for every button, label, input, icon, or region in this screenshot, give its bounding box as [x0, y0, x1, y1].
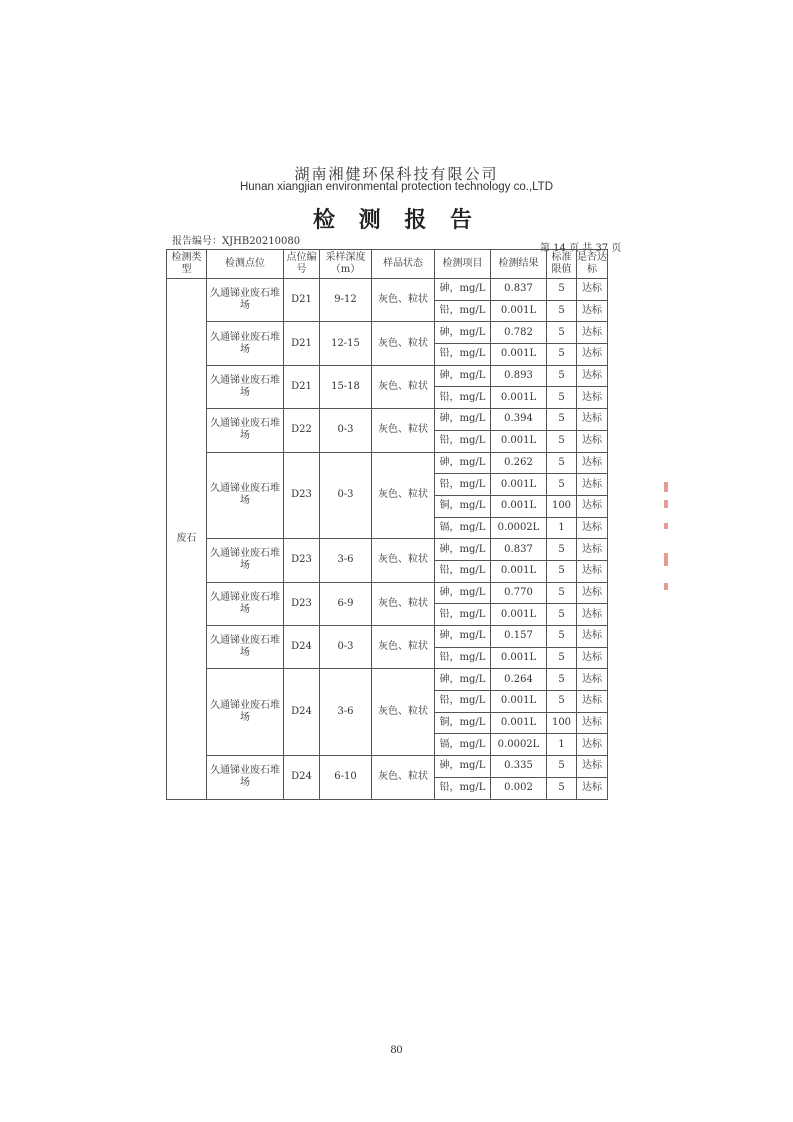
- pass-cell: 达标: [577, 452, 608, 474]
- pass-cell: 达标: [577, 669, 608, 691]
- item-cell: 砷，mg/L: [435, 626, 491, 648]
- report-number: 报告编号：XJHB20210080: [172, 236, 301, 247]
- point-cell: D21: [284, 322, 320, 365]
- column-header-result: 检测结果: [491, 250, 547, 279]
- result-cell: 0.001L: [491, 344, 547, 366]
- table-row: [167, 669, 608, 691]
- limit-cell: 5: [547, 691, 577, 713]
- pass-cell: 达标: [577, 604, 608, 626]
- item-cell: 砷，mg/L: [435, 669, 491, 691]
- limit-cell: 5: [547, 560, 577, 582]
- point-cell: D23: [284, 452, 320, 539]
- seal-stamp-fragment: [664, 523, 668, 529]
- limit-cell: 5: [547, 777, 577, 799]
- table-row: [167, 279, 608, 301]
- result-cell: 0.001L: [491, 495, 547, 517]
- table-row: [167, 582, 608, 604]
- table-body: [167, 279, 608, 800]
- table-row: [167, 409, 608, 431]
- item-cell: 铅，mg/L: [435, 604, 491, 626]
- depth-cell: 6-10: [320, 756, 372, 799]
- depth-cell: 12-15: [320, 322, 372, 365]
- item-cell: 砷，mg/L: [435, 279, 491, 301]
- point-cell: D24: [284, 626, 320, 669]
- result-cell: 0.893: [491, 365, 547, 387]
- point-cell: D22: [284, 409, 320, 452]
- result-cell: 0.782: [491, 322, 547, 344]
- table-header-row: [167, 250, 608, 279]
- depth-cell: 15-18: [320, 365, 372, 408]
- pass-cell: 达标: [577, 474, 608, 496]
- item-cell: 砷，mg/L: [435, 582, 491, 604]
- column-header-pass: 是否达标: [577, 250, 608, 279]
- column-header-item: 检测项目: [435, 250, 491, 279]
- state-cell: 灰色、粒状: [372, 756, 435, 799]
- seal-stamp-fragment: [664, 553, 668, 566]
- site-cell: 久通锑业废石堆场: [207, 365, 284, 408]
- pass-cell: 达标: [577, 539, 608, 561]
- pass-cell: 达标: [577, 517, 608, 539]
- state-cell: 灰色、粒状: [372, 626, 435, 669]
- item-cell: 铅，mg/L: [435, 647, 491, 669]
- result-cell: 0.335: [491, 756, 547, 778]
- depth-cell: 0-3: [320, 626, 372, 669]
- state-cell: 灰色、粒状: [372, 322, 435, 365]
- depth-cell: 0-3: [320, 409, 372, 452]
- table-row: [167, 539, 608, 561]
- result-cell: 0.837: [491, 279, 547, 301]
- pass-cell: 达标: [577, 734, 608, 756]
- item-cell: 砷，mg/L: [435, 539, 491, 561]
- site-cell: 久通锑业废石堆场: [207, 582, 284, 625]
- limit-cell: 5: [547, 452, 577, 474]
- item-cell: 铅，mg/L: [435, 387, 491, 409]
- item-cell: 铅，mg/L: [435, 344, 491, 366]
- item-cell: 铜，mg/L: [435, 712, 491, 734]
- state-cell: 灰色、粒状: [372, 279, 435, 322]
- item-cell: 镉，mg/L: [435, 734, 491, 756]
- pass-cell: 达标: [577, 495, 608, 517]
- item-cell: 铅，mg/L: [435, 430, 491, 452]
- limit-cell: 5: [547, 430, 577, 452]
- result-cell: 0.001L: [491, 647, 547, 669]
- result-cell: 0.002: [491, 777, 547, 799]
- result-cell: 0.001L: [491, 474, 547, 496]
- item-cell: 铅，mg/L: [435, 560, 491, 582]
- limit-cell: 5: [547, 279, 577, 301]
- limit-cell: 100: [547, 495, 577, 517]
- pass-cell: 达标: [577, 279, 608, 301]
- state-cell: 灰色、粒状: [372, 669, 435, 756]
- item-cell: 铜，mg/L: [435, 495, 491, 517]
- column-header-depth: 采样深度（m）: [320, 250, 372, 279]
- site-cell: 久通锑业废石堆场: [207, 279, 284, 322]
- pass-cell: 达标: [577, 344, 608, 366]
- item-cell: 砷，mg/L: [435, 365, 491, 387]
- point-cell: D21: [284, 279, 320, 322]
- result-cell: 0.837: [491, 539, 547, 561]
- pass-cell: 达标: [577, 756, 608, 778]
- company-name-en: Hunan xiangjian environmental protection technology co.,LTD: [239, 181, 554, 193]
- limit-cell: 5: [547, 474, 577, 496]
- result-cell: 0.157: [491, 626, 547, 648]
- pass-cell: 达标: [577, 626, 608, 648]
- result-cell: 0.001L: [491, 560, 547, 582]
- limit-cell: 100: [547, 712, 577, 734]
- column-header-site: 检测点位: [207, 250, 284, 279]
- site-cell: 久通锑业废石堆场: [207, 756, 284, 799]
- result-cell: 0.262: [491, 452, 547, 474]
- pass-cell: 达标: [577, 647, 608, 669]
- table-row: [167, 756, 608, 778]
- depth-cell: 3-6: [320, 669, 372, 756]
- column-header-point: 点位编号: [284, 250, 320, 279]
- limit-cell: 5: [547, 582, 577, 604]
- table-row: [167, 452, 608, 474]
- table-row: [167, 365, 608, 387]
- point-cell: D24: [284, 756, 320, 799]
- item-cell: 镉，mg/L: [435, 517, 491, 539]
- site-cell: 久通锑业废石堆场: [207, 452, 284, 539]
- point-cell: D23: [284, 582, 320, 625]
- seal-stamp-fragment: [664, 500, 668, 508]
- sample-type-cell: 废石: [167, 279, 207, 800]
- seal-stamp-fragment: [664, 583, 668, 590]
- column-header-type: 检测类型: [167, 250, 207, 279]
- pass-cell: 达标: [577, 387, 608, 409]
- pass-cell: 达标: [577, 409, 608, 431]
- limit-cell: 5: [547, 344, 577, 366]
- item-cell: 砷，mg/L: [435, 409, 491, 431]
- pass-cell: 达标: [577, 712, 608, 734]
- pass-cell: 达标: [577, 322, 608, 344]
- report-title: 检 测 报 告: [313, 207, 480, 233]
- result-cell: 0.001L: [491, 387, 547, 409]
- page-info: 第 14 页 共 37 页: [540, 243, 622, 254]
- point-cell: D21: [284, 365, 320, 408]
- limit-cell: 5: [547, 539, 577, 561]
- page-number: 80: [390, 1042, 403, 1056]
- limit-cell: 5: [547, 669, 577, 691]
- limit-cell: 5: [547, 756, 577, 778]
- limit-cell: 5: [547, 626, 577, 648]
- limit-cell: 5: [547, 604, 577, 626]
- item-cell: 铅，mg/L: [435, 300, 491, 322]
- item-cell: 铅，mg/L: [435, 691, 491, 713]
- seal-stamp-fragment: [664, 482, 668, 492]
- depth-cell: 6-9: [320, 582, 372, 625]
- pass-cell: 达标: [577, 560, 608, 582]
- result-cell: 0.0002L: [491, 734, 547, 756]
- pass-cell: 达标: [577, 777, 608, 799]
- limit-cell: 5: [547, 300, 577, 322]
- item-cell: 铅，mg/L: [435, 474, 491, 496]
- limit-cell: 5: [547, 409, 577, 431]
- result-cell: 0.001L: [491, 430, 547, 452]
- state-cell: 灰色、粒状: [372, 365, 435, 408]
- item-cell: 铅，mg/L: [435, 777, 491, 799]
- item-cell: 砷，mg/L: [435, 322, 491, 344]
- site-cell: 久通锑业废石堆场: [207, 626, 284, 669]
- depth-cell: 3-6: [320, 539, 372, 582]
- results-table: [166, 249, 608, 800]
- result-cell: 0.001L: [491, 604, 547, 626]
- site-cell: 久通锑业废石堆场: [207, 409, 284, 452]
- table-row: [167, 322, 608, 344]
- point-cell: D23: [284, 539, 320, 582]
- result-cell: 0.770: [491, 582, 547, 604]
- point-cell: D24: [284, 669, 320, 756]
- limit-cell: 5: [547, 387, 577, 409]
- column-header-state: 样品状态: [372, 250, 435, 279]
- result-cell: 0.0002L: [491, 517, 547, 539]
- state-cell: 灰色、粒状: [372, 582, 435, 625]
- pass-cell: 达标: [577, 430, 608, 452]
- limit-cell: 1: [547, 734, 577, 756]
- site-cell: 久通锑业废石堆场: [207, 669, 284, 756]
- limit-cell: 5: [547, 365, 577, 387]
- limit-cell: 1: [547, 517, 577, 539]
- table-row: [167, 626, 608, 648]
- company-name-cn: 湖南湘健环保科技有限公司: [294, 165, 499, 183]
- pass-cell: 达标: [577, 365, 608, 387]
- state-cell: 灰色、粒状: [372, 539, 435, 582]
- item-cell: 砷，mg/L: [435, 452, 491, 474]
- depth-cell: 0-3: [320, 452, 372, 539]
- limit-cell: 5: [547, 647, 577, 669]
- result-cell: 0.001L: [491, 300, 547, 322]
- state-cell: 灰色、粒状: [372, 452, 435, 539]
- pass-cell: 达标: [577, 300, 608, 322]
- site-cell: 久通锑业废石堆场: [207, 539, 284, 582]
- result-cell: 0.264: [491, 669, 547, 691]
- pass-cell: 达标: [577, 691, 608, 713]
- limit-cell: 5: [547, 322, 577, 344]
- result-cell: 0.001L: [491, 691, 547, 713]
- result-cell: 0.394: [491, 409, 547, 431]
- site-cell: 久通锑业废石堆场: [207, 322, 284, 365]
- depth-cell: 9-12: [320, 279, 372, 322]
- state-cell: 灰色、粒状: [372, 409, 435, 452]
- column-header-limit: 标准限值: [547, 250, 577, 279]
- result-cell: 0.001L: [491, 712, 547, 734]
- item-cell: 砷，mg/L: [435, 756, 491, 778]
- pass-cell: 达标: [577, 582, 608, 604]
